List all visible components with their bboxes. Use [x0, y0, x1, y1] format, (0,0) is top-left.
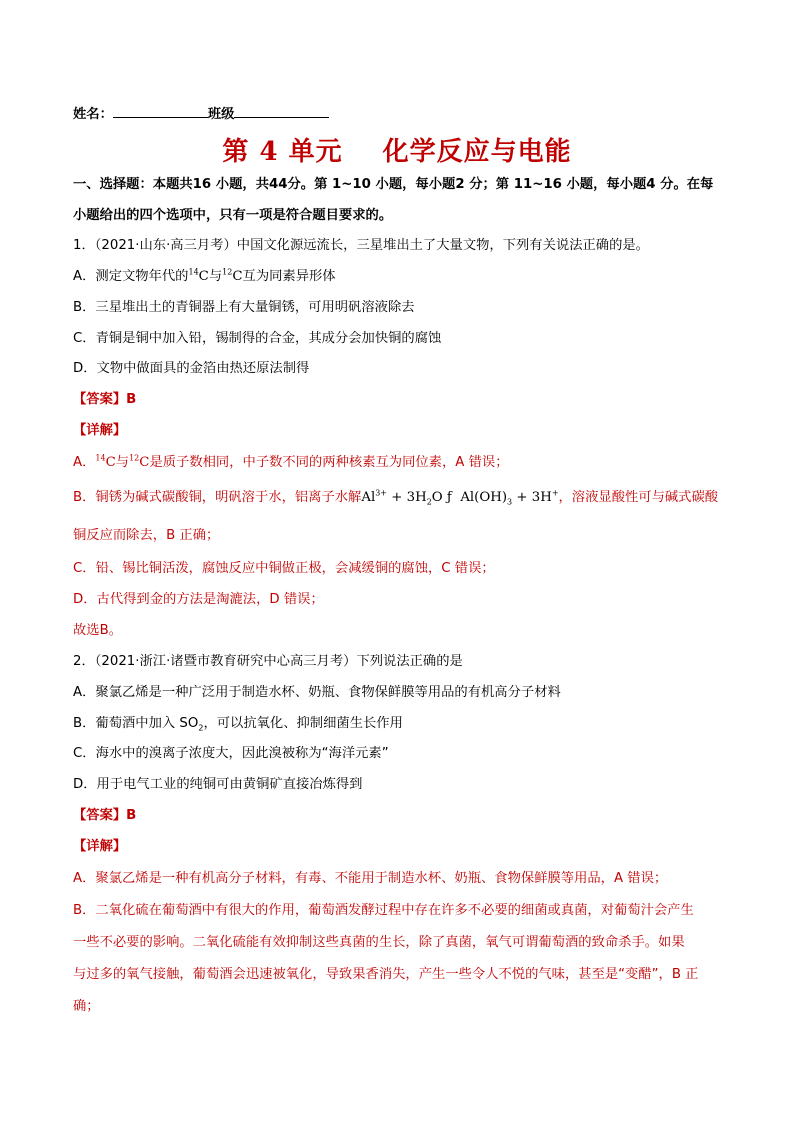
q1-option-a: A．测定文物年代的$^{14}$C与$^{12}$C互为同素异形体 — [73, 267, 336, 284]
q1-explanation-a: A．$^{14}$C与$^{12}$C是质子数相同，中子数不同的两种核素互为同位素，A 错误； — [73, 453, 509, 470]
q2-option-a: A．聚氯乙烯是一种广泛用于制造水杯、奶瓶、食物保鲜膜等用品的有机高分子材料 — [73, 685, 561, 700]
unit-number: 第 4 单元 — [222, 137, 343, 167]
name-blank[interactable] — [113, 105, 208, 118]
name-class-row — [73, 103, 329, 122]
q1-option-d: D．文物中做面具的金箔由热还原法制得 — [73, 361, 310, 376]
page-title — [0, 131, 794, 168]
q1-answer: 【答案】B — [73, 392, 137, 407]
class-blank[interactable] — [234, 105, 329, 118]
q1-explanation-d: D．古代得到金的方法是淘漉法，D 错误； — [73, 592, 324, 607]
q1-explanation-b: B．铜锈为碱式碳酸铜，明矾溶于水，铝离子水解$Al^{3+} + 3H_2O$ ƒ $Al(OH)_3 + 3H^+$，溶液显酸性可与碱式碳酸 — [73, 488, 719, 507]
section-heading-line2: 小题给出的四个选项中，只有一项是符合题目要求的。 — [73, 208, 393, 223]
q2-explanation-b-line1: B．二氧化硫在葡萄酒中有很大的作用，葡萄酒发酵过程中存在许多不必要的细菌或真菌，对葡萄汁会产生 — [73, 903, 694, 918]
q2-option-b: B．葡萄酒中加入 $SO_2$，可以抗氧化、抑制细菌生长作用 — [73, 716, 403, 733]
q2-option-d: D．用于电气工业的纯铜可由黄铜矿直接冶炼得到 — [73, 777, 363, 792]
q2-stem: 2．（2021·浙江·诸暨市教育研究中心高三月考）下列说法正确的是 — [73, 654, 463, 669]
q2-answer: 【答案】B — [73, 808, 137, 823]
q2-option-c: C．海水中的溴离子浓度大，因此溴被称为“海洋元素” — [73, 746, 389, 761]
q1-stem: 1．（2021·山东·高三月考）中国文化源远流长，三星堆出土了大量文物，下列有关说法正确的是。 — [73, 238, 649, 253]
class-label: 班级 — [207, 107, 235, 122]
q2-explanation-b-line2: 一些不必要的影响。二氧化硫能有效抑制这些真菌的生长，除了真菌，氧气可谓葡萄酒的致命杀手。如果 — [73, 935, 685, 950]
q1-detail-label: 【详解】 — [73, 423, 127, 438]
q1-explanation-c: C．铅、锡比铜活泼，腐蚀反应中铜做正极，会减缓铜的腐蚀，C 错误； — [73, 561, 495, 576]
q1-explanation-b-line2: 铜反应而除去，B 正确； — [73, 528, 220, 543]
q2-explanation-a: A．聚氯乙烯是一种有机高分子材料，有毒、不能用于制造水杯、奶瓶、食物保鲜膜等用品，A 错误； — [73, 871, 668, 886]
q1-conclusion: 故选B。 — [73, 623, 123, 638]
unit-title: 化学反应与电能 — [382, 137, 572, 167]
q2-detail-label: 【详解】 — [73, 839, 127, 854]
q2-explanation-b-line3: 与过多的氧气接触，葡萄酒会迅速被氧化，导致果香消失，产生一些令人不悦的气味，甚至是“变醋”，B 正 — [73, 967, 699, 982]
q1-option-c: C．青铜是铜中加入铅，锡制得的合金，其成分会加快铜的腐蚀 — [73, 331, 442, 346]
q1-option-b: B．三星堆出土的青铜器上有大量铜锈，可用明矾溶液除去 — [73, 300, 415, 315]
section-heading-line1: 一、选择题：本题共16 小题，共44分。第 1~10 小题，每小题2 分；第 11~16 小题，每小题4 分。在每 — [73, 177, 714, 192]
q2-explanation-b-line4: 确； — [73, 999, 100, 1014]
name-label: 姓名： — [73, 107, 113, 122]
